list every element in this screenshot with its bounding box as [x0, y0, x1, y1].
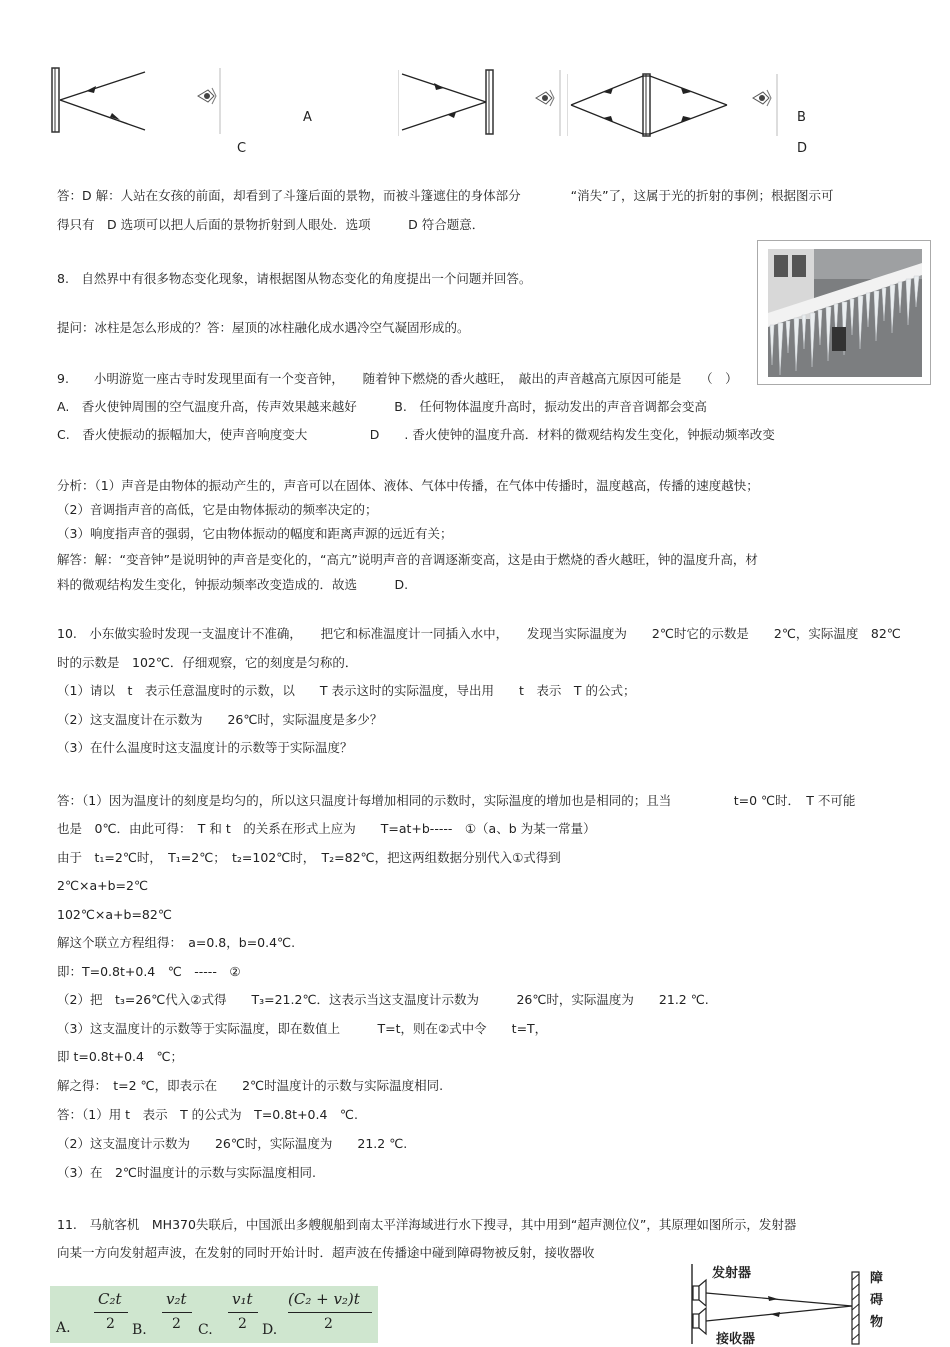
option-denominator: 2	[324, 1316, 333, 1332]
analysis-line: （3）响度指声音的强弱，它由物体振动的幅度和距离声源的远近有关；	[57, 526, 453, 541]
fraction-bar	[162, 1312, 192, 1313]
text-line: 提问：冰柱是怎么形成的？答：屋顶的冰柱融化成水遇冷空气凝固形成的。	[57, 320, 470, 335]
question-8: 8. 自然界中有很多物态变化现象，请根据图从物态变化的角度提出一个问题并回答。	[57, 271, 532, 286]
option-label: A.	[56, 1320, 71, 1336]
text-line: 向某一方向发射超声波，在发射的同时开始计时．超声波在传播途中碰到障碍物被反射，接收器收	[57, 1245, 595, 1260]
equation-line: 102℃×a+b=82℃	[57, 907, 172, 922]
text-line: （2）这支温度计在示数为 26℃时，实际温度是多少？	[57, 712, 383, 727]
obstacle-char: 物	[870, 1315, 884, 1330]
answer-line: 解答：解：“变音钟”是说明钟的声音是变化的，“高亢”说明声音的音调逐渐变高，这是由于燃烧的香火越旺，钟的温度升高，材	[57, 552, 758, 567]
answer-line: 解这个联立方程组得： a=0.8，b=0.4℃.	[57, 935, 296, 950]
analysis-line: （2）音调指声音的高低，它是由物体振动的频率决定的；	[57, 502, 378, 517]
option-denominator: 2	[238, 1316, 247, 1332]
option-denominator: 2	[172, 1316, 181, 1332]
answer-line: 由于 t₁=2℃时， T₁=2℃； t₂=102℃时， T₂=82℃，把这两组数据分别代入①式得到	[57, 850, 561, 865]
option-line: A. 香火使钟周围的空气温度升高，传声效果越来越好 B. 任何物体温度升高时，振动发出的声音音调都会变高	[57, 399, 707, 414]
figure-label-d: D	[797, 141, 808, 156]
option-a[interactable]	[56, 1286, 134, 1343]
figure-label-b: B	[797, 110, 806, 125]
fraction-bar	[228, 1312, 258, 1313]
option-c[interactable]	[196, 1286, 266, 1343]
figure-label-a: A	[303, 110, 312, 125]
answer-line: 答：（1）用 t 表示 T 的公式为 T=0.8t+0.4 ℃.	[57, 1107, 358, 1122]
answer-line: 也是 0℃．由此可得： T 和 t 的关系在形式上应为 T=at+b----- ①（a、b 为某一常量）	[57, 821, 596, 836]
answer-line: 即：T=0.8t+0.4 ℃ ----- ②	[57, 964, 241, 979]
question-9: 9. 小明游览一座古寺时发现里面有一个变音钟， 随着钟下燃烧的香火越旺， 敲出的声音越高亢原因可能是 （ ）	[57, 371, 738, 386]
optics-figure-c	[50, 66, 222, 136]
option-line: C. 香火使振动的振幅加大，使声音响度变大 D . 香火使钟的温度升高．材料的微观结构发生变化，钟振动频率改变	[57, 427, 775, 442]
obstacle-char: 障	[870, 1271, 884, 1286]
option-denominator: 2	[106, 1316, 115, 1332]
text-line: （3）在什么温度时这支温度计的示数等于实际温度？	[57, 740, 353, 755]
option-numerator: v₂t	[166, 1290, 187, 1308]
answer-line: 料的微观结构发生变化，钟振动频率改变造成的．故选 D.	[57, 577, 409, 592]
answer-line: 解之得： t=2 ℃，即表示在 2℃时温度计的示数与实际温度相同.	[57, 1078, 444, 1093]
answer-line: （2）这支温度计示数为 26℃时，实际温度为 21.2 ℃.	[57, 1136, 408, 1151]
answer-line: 答：（1）因为温度计的刻度是均匀的，所以这只温度计每增加相同的示数时，实际温度的增加也是相同的；且当 t=0 ℃时． T 不可能	[57, 793, 856, 808]
analysis-line: 分析：（1）声音是由物体的振动产生的，声音可以在固体、液体、气体中传播，在气体中传播时，温度越高，传播的速度越快；	[57, 478, 759, 493]
equation-line: 2℃×a+b=2℃	[57, 878, 148, 893]
optics-figure-b	[567, 72, 779, 138]
option-numerator: v₁t	[232, 1290, 253, 1308]
option-numerator: C₂t	[98, 1290, 122, 1308]
fraction-bar	[94, 1312, 128, 1313]
sonar-figure	[690, 1262, 895, 1345]
answer-line: （3）这支温度计的示数等于实际温度，即在数值上 T=t，则在②式中令 t=T，	[57, 1021, 548, 1036]
option-b[interactable]	[130, 1286, 200, 1343]
icicle-photo	[757, 240, 931, 385]
figure-label-c: C	[237, 141, 247, 156]
answer-line: （3）在 2℃时温度计的示数与实际温度相同.	[57, 1165, 316, 1180]
question-10: 10. 小东做实验时发现一支温度计不准确， 把它和标准温度计一同插入水中， 发现当实际温度为 2℃时它的示数是 2℃，实际温度 82℃	[57, 626, 901, 641]
text-line: 答：D 解：人站在女孩的前面，却看到了斗篷后面的景物，而被斗篷遮住的身体部分 “消失”了，这属于光的折射的事例；根据图示可	[57, 188, 834, 203]
receiver-label: 接收器	[716, 1332, 756, 1347]
text-line: 得只有 D 选项可以把人后面的景物折射到人眼处．选项 D 符合题意．	[57, 217, 485, 232]
text-line: 时的示数是 102℃．仔细观察，它的刻度是匀称的．	[57, 655, 358, 670]
text-line: （1）请以 t 表示任意温度时的示数，以 T 表示这时的实际温度，导出用 t 表示 T 的公式；	[57, 683, 636, 698]
answer-line: 即 t=0.8t+0.4 ℃；	[57, 1049, 184, 1064]
optics-figure-a	[398, 68, 562, 138]
obstacle-label	[870, 1268, 883, 1334]
obstacle-char: 碍	[870, 1293, 884, 1308]
option-label: B.	[132, 1322, 147, 1338]
question-11: 11. 马航客机 MH370失联后，中国派出多艘舰船到南太平洋海域进行水下搜寻，其中用到“超声测位仪”，其原理如图所示，发射器	[57, 1217, 797, 1232]
answer-line: （2）把 t₃=26℃代入②式得 T₃=21.2℃．这表示当这支温度计示数为 26℃时，实际温度为 21.2 ℃.	[57, 992, 709, 1007]
emitter-label: 发射器	[712, 1266, 752, 1281]
fraction-bar	[288, 1312, 372, 1313]
option-numerator: (C₂ + v₂)t	[288, 1290, 360, 1308]
formula-options	[50, 1286, 378, 1343]
option-label: D.	[262, 1322, 278, 1338]
option-d[interactable]	[262, 1286, 376, 1343]
option-label: C.	[198, 1322, 213, 1338]
